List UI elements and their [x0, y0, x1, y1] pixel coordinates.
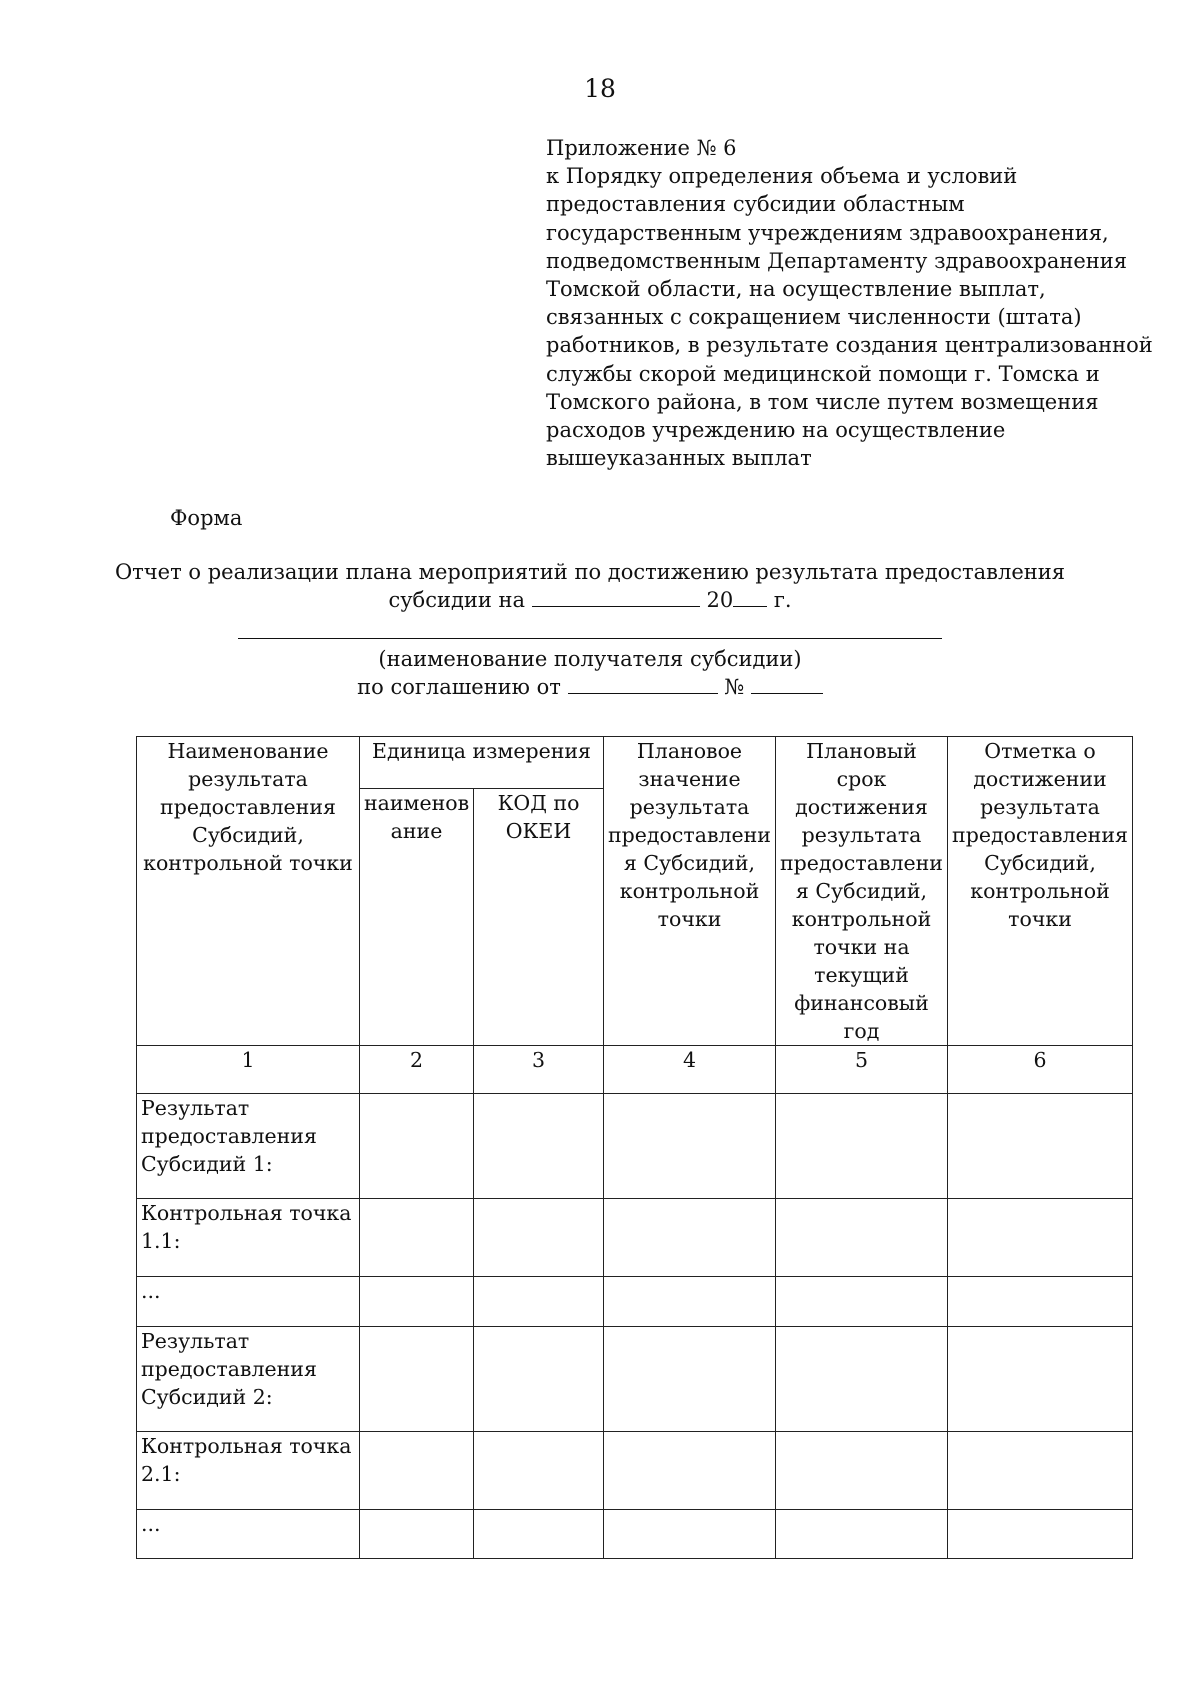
table-cell[interactable]: [604, 1094, 776, 1199]
table-cell[interactable]: [360, 1327, 474, 1432]
year-blank-field[interactable]: [733, 586, 767, 607]
table-cell[interactable]: [474, 1277, 604, 1327]
table-cell[interactable]: [948, 1432, 1133, 1510]
table-cell[interactable]: [604, 1327, 776, 1432]
agreement-label: по соглашению от: [357, 675, 561, 699]
table-cell[interactable]: [776, 1510, 948, 1559]
appendix-line: службы скорой медицинской помощи г. Томска и: [546, 361, 1100, 386]
appendix-line: Томского района, в том числе путем возмещения: [546, 389, 1099, 414]
table-cell[interactable]: [360, 1432, 474, 1510]
table-row: [137, 1094, 1133, 1199]
agreement-date-field[interactable]: [568, 673, 718, 694]
report-title: [0, 558, 1180, 614]
column-number: 1: [137, 1046, 360, 1094]
column-number-row: [137, 1046, 1133, 1094]
table-row: [137, 1199, 1133, 1277]
header-planned-deadline: Плановый срок достижения результата предоставлени я Субсидий, контрольной точки на текущий финансовый год: [776, 737, 948, 1046]
agreement-line: [0, 673, 1180, 701]
table-cell[interactable]: [604, 1199, 776, 1277]
table-cell[interactable]: [360, 1277, 474, 1327]
table-cell[interactable]: [604, 1432, 776, 1510]
appendix-line: связанных с сокращением численности (штата): [546, 305, 1082, 330]
table-cell[interactable]: [776, 1327, 948, 1432]
column-number: 2: [360, 1046, 474, 1094]
page-number: 18: [584, 74, 616, 103]
row-label: Результат предоставления Субсидий 2:: [137, 1327, 360, 1432]
report-title-line2: [0, 586, 1180, 614]
column-number: 4: [604, 1046, 776, 1094]
year-prefix: 20: [706, 588, 734, 612]
appendix-header: [546, 134, 1153, 472]
table-row: [137, 1277, 1133, 1327]
appendix-line: Приложение № 6: [546, 136, 737, 160]
subsidy-on-label: субсидии на: [388, 588, 526, 612]
row-label: Контрольная точка 2.1:: [137, 1432, 360, 1510]
row-label: Контрольная точка 1.1:: [137, 1199, 360, 1277]
table-row: [137, 1327, 1133, 1432]
table-cell[interactable]: [948, 1327, 1133, 1432]
table-cell[interactable]: [360, 1510, 474, 1559]
table-cell[interactable]: [474, 1432, 604, 1510]
appendix-line: работников, в результате создания централизованной: [546, 333, 1153, 358]
row-label: ...: [137, 1510, 360, 1559]
row-label: Результат предоставления Субсидий 1:: [137, 1094, 360, 1199]
appendix-line: к Порядку определения объема и условий: [546, 164, 1018, 189]
appendix-line: расходов учреждению на осуществление: [546, 418, 1006, 443]
row-label: ...: [137, 1277, 360, 1327]
column-number: 3: [474, 1046, 604, 1094]
report-table: [136, 736, 1133, 1559]
agreement-number-label: №: [724, 675, 745, 699]
table-cell[interactable]: [948, 1094, 1133, 1199]
table-cell[interactable]: [948, 1510, 1133, 1559]
header-achievement-mark: Отметка о достижении результата предоставления Субсидий, контрольной точки: [948, 737, 1133, 1046]
table-row: [137, 1510, 1133, 1559]
table-cell[interactable]: [776, 1094, 948, 1199]
header-unit-name: наименов ание: [360, 788, 474, 1046]
table-cell[interactable]: [776, 1277, 948, 1327]
column-number: 6: [948, 1046, 1133, 1094]
recipient-caption-block: [0, 645, 1180, 701]
table-cell[interactable]: [948, 1199, 1133, 1277]
form-label: Форма: [170, 506, 243, 530]
header-result-name: Наименование результата предоставления Субсидий, контрольной точки: [137, 737, 360, 1046]
agreement-number-field[interactable]: [751, 673, 823, 694]
recipient-name-field[interactable]: [238, 638, 942, 639]
recipient-caption: (наименование получателя субсидии): [378, 647, 802, 671]
table-cell[interactable]: [474, 1094, 604, 1199]
table-cell[interactable]: [474, 1510, 604, 1559]
header-unit-group: Единица измерения: [360, 737, 604, 789]
column-number: 5: [776, 1046, 948, 1094]
appendix-line: Томской области, на осуществление выплат,: [546, 277, 1046, 302]
table-cell[interactable]: [360, 1199, 474, 1277]
appendix-line: вышеуказанных выплат: [546, 446, 812, 471]
year-suffix: г.: [773, 588, 792, 612]
appendix-line: предоставления субсидии областным: [546, 192, 965, 217]
table-cell[interactable]: [776, 1199, 948, 1277]
table-cell[interactable]: [474, 1199, 604, 1277]
table-cell[interactable]: [360, 1094, 474, 1199]
table-cell[interactable]: [604, 1277, 776, 1327]
table-cell[interactable]: [776, 1432, 948, 1510]
report-title-line1: Отчет о реализации плана мероприятий по достижению результата предоставления: [114, 560, 1066, 584]
period-blank-field[interactable]: [532, 586, 700, 607]
table-row: [137, 1432, 1133, 1510]
appendix-line: подведомственным Департаменту здравоохранения: [546, 248, 1128, 273]
table-cell[interactable]: [474, 1327, 604, 1432]
header-okei-code: КОД по ОКЕИ: [474, 788, 604, 1046]
header-planned-value: Плановое значение результата предоставлени я Субсидий, контрольной точки: [604, 737, 776, 1046]
appendix-line: государственным учреждениям здравоохранения,: [546, 220, 1109, 245]
table-cell[interactable]: [948, 1277, 1133, 1327]
table-cell[interactable]: [604, 1510, 776, 1559]
table-header-row: [137, 737, 1133, 789]
